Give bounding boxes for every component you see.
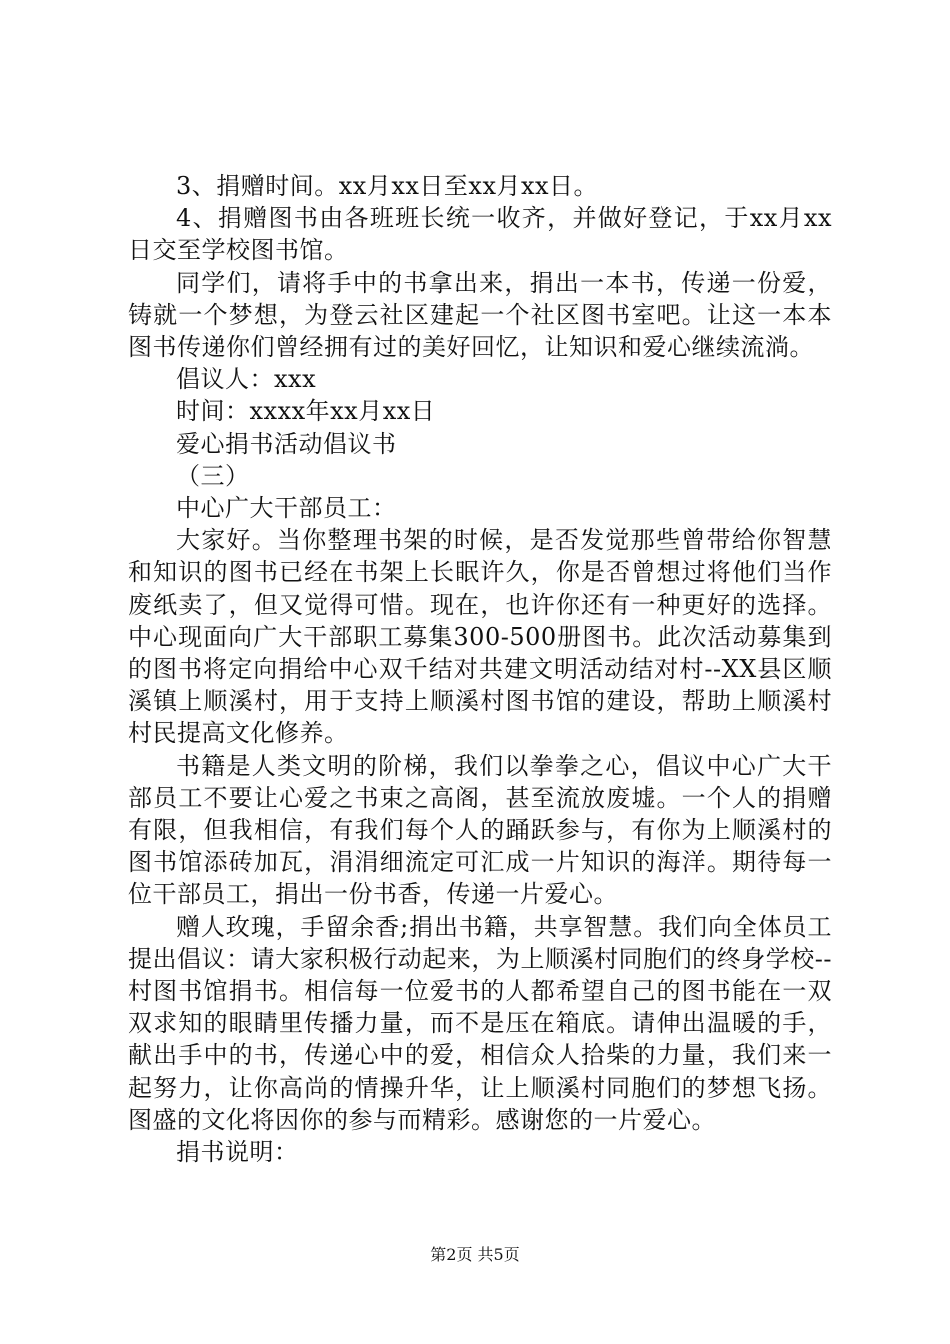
page-footer: 第2页 共5页 bbox=[430, 1245, 520, 1264]
paragraph-donation-notes: 捐书说明： bbox=[176, 1138, 299, 1167]
paragraph-donation-time: 3、捐赠时间。xx月xx日至xx月xx日。 bbox=[176, 172, 599, 200]
paragraph-salutation: 中心广大干部员工： bbox=[176, 494, 397, 523]
paragraph-roses: 赠人玫瑰，手留余香;捐出书籍，共享智慧。我们向全体员工提出倡议：请大家积极行动起来，为上顺溪村同胞们的终身学校--村图书馆捐书。相信每一位爱书的人都希望自己的图书能在一双双求知的眼睛里传播力量，而不是压在箱底。请伸出温暖的手，献出手中的书，传递心中的爱，相信众人拾柴的力量，我们来一起努力，让你高尚的情操升华，让上顺溪村同胞们的梦想飞扬。图盛的文化将因你的参与而精彩。感谢您的一片爱心。 bbox=[128, 912, 832, 1134]
section-title: 爱心捐书活动倡议书 bbox=[176, 429, 397, 458]
paragraph-books-ladder: 书籍是人类文明的阶梯，我们以拳拳之心，倡议中心广大干部员工不要让心爱之书束之高阁，甚至流放废墟。一个人的捐赠有限，但我相信，有我们每个人的踊跃参与，有你为上顺溪村的图书馆添砖加瓦，涓涓细流定可汇成一片知识的海洋。期待每一位干部员工，捐出一份书香，传递一片爱心。 bbox=[128, 751, 832, 909]
document-body bbox=[128, 170, 832, 1168]
paragraph-greeting: 大家好。当你整理书架的时候，是否发觉那些曾带给你智慧和知识的图书已经在书架上长眠许久，你是否曾想过将他们当作废纸卖了，但又觉得可惜。现在，也许你还有一种更好的选择。中心现面向广大干部职工募集300-500册图书。此次活动募集到的图书将定向捐给中心双千结对共建文明活动结对村--XX县区顺溪镇上顺溪村，用于支持上顺溪村图书馆的建设，帮助上顺溪村村民提高文化修养。 bbox=[128, 526, 832, 748]
paragraph-collection: 4、捐赠图书由各班班长统一收齐，并做好登记，于xx月xx日交至学校图书馆。 bbox=[128, 204, 832, 265]
paragraph-date: 时间：xxxx年xx月xx日 bbox=[176, 397, 436, 426]
paragraph-appeal-students: 同学们，请将手中的书拿出来，捐出一本书，传递一份爱，铸就一个梦想，为登云社区建起一个社区图书室吧。让这一本本图书传递你们曾经拥有过的美好回忆，让知识和爱心继续流淌。 bbox=[128, 268, 832, 362]
paragraph-initiator: 倡议人：xxx bbox=[176, 365, 317, 394]
section-number: （三） bbox=[176, 461, 250, 490]
